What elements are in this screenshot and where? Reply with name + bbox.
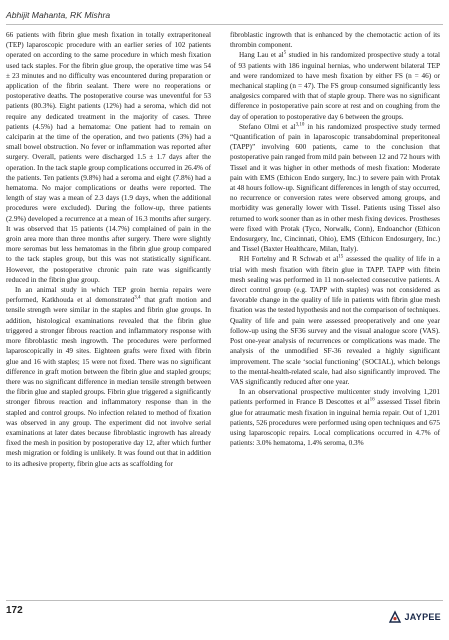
- header-rule: [6, 24, 443, 25]
- running-header-authors: Abhijit Mahanta, RK Mishra: [6, 10, 111, 20]
- paragraph: RH Fortelny and R Schwab et $al^{15}$ assessed the quality of life in a trial with mesh fixation with fibrin glue in TAPP. TAPP with fibrin mesh sealing was performed in 11 non-selected consecutive patients. A direct control group (e.g. TAPP with staples) was not considered as favorable change in the quality of life in patients with fibrin glue mesh fixation was the tested hypothesis and not the comparison of techniques. Quality of life and pain were assessed preoperatively and one year follow-up using the SF36 survey and the visual analogue score (VAS). Post one-year analysis of recurrences or complications was made. The analysis of the unmodified SF-36 revealed a highly significant improvement. The scale ‘social functioning’ (SOCIAL), which belongs to the mental-health-related scale, had also significantly improved. The VAS significantly reduced after one year.: [230, 255, 441, 386]
- paragraph: In an observational prospective multicenter study involving 1,201 patients performed in France B Descottes et $al^{16}$ assessed Tissel fibrin glue for atraumatic mesh fixation in inguinal hernia repair. Out of 1,201 patients, 526 procedures were performed using open techniques and 675 using laparoscopic repairs. Local complications occurred in 4.7% of patients: 3.0% hematoma, 1.4% seroma, 0.3%: [230, 388, 440, 448]
- reference-superscript: 16: [369, 397, 375, 403]
- right-column: [230, 30, 440, 448]
- page-number: 172: [6, 605, 23, 616]
- reference-superscript: 3,4: [134, 295, 141, 301]
- reference-superscript: 5: [283, 51, 287, 56]
- left-column: [6, 30, 211, 469]
- paragraph: fibroblastic ingrowth that is enhanced by the chemotactic action of its thrombin component.: [230, 31, 440, 50]
- paragraph-text: In an animal study in which TEP groin hernia repairs were performed, Katkhouda et al demonstrated$^{3,4}$ that graft motion and tensile strength were similar in the staples and fibrin glue groups. In addition, histological examinations revealed that the fibrin glue triggered a stronger fibrous reaction and inflammatory response with more fibroblastic mesh ingrowth. The procedures were performed laparoscopically in 49 sites. Eighteen grafts were fixed with fibrin glue and 16 with staples; 15 were not fixed. There was no significant difference in graft motion between the fibrin glue and stapled groups; there was no significant difference in median tensile strength between the fibrin glue and stapled groups. Fibrin glue triggered a significantly stronger fibrous reaction and inflammatory response than in the stapled and control groups. No infection related to method of fixation was observed in any group. The experiment did not involve serial examinations at later dates because fibroblastic ingrowth has already fixed the mesh in position by postoperative day 12, after which further mesh migration or folding is unlikely. It was found out that in addition to its adhesive property, fibrin glue acts as scaffolding for: [6, 286, 211, 468]
- publisher-name: JAYPEE: [404, 612, 441, 622]
- paragraph: 66 patients with fibrin glue mesh fixation in totally extraperitoneal (TEP) laparoscopic procedure with an earlier series of 102 patients operated on according to the same procedure in which mesh fixation used tack staples. For the fibrin glue group, the operative time was 54 ± 23 minutes and no difficulty was encountered during preparation or application of the fibrin sealant. There were no reoperations or postoperative deaths. The postoperative course was uneventful for 53 patients (80.3%). Eight patients (12%) had a seroma, which did not require any dedicated treatment in the majority of cases. Three patients (4.5%) had a hematoma: One patient had to remain on calciparin at the time of the operation, and two patients (3%) had a small bowel obstruction. No fever or inflammation was reported after surgery. Overall, patients were discharged 1.5 ± 1.7 days after the operation. In the tack staple group complications occurred in 26.4% of the patients. Ten patients (9.8%) had a seroma and eight (7.8%) had a hematoma. No major complications or deaths were reported. The length of stay was a mean of 2.3 days (1.9 days, when the additional procedures were excluded). During the follow-up, three patients (2.9%) developed a recurrence at a mean of 16.3 months after surgery. It was observed that 15 patients (14.7%) complained of pain in the groin area more than three months after surgery. There were slightly more seromas but less hematomas in the fibrin glue group compared to the tack staples group, but this was not statistically significant. However, the postoperative chronic pain rate was significantly reduced in the fibrin glue group.: [6, 31, 211, 284]
- footer-rule: [6, 600, 443, 601]
- reference-superscript: 3,10: [295, 122, 305, 128]
- reference-superscript: 15: [338, 255, 344, 261]
- publisher-logo: [388, 610, 442, 624]
- paragraph: [6, 285, 211, 469]
- paragraph: Stefano Olmi et al$^{3,10}$ in his randomized prospective study termed “Quantification of pain in laparoscopic transabdominal preperitoneal (TAPP)” involving 600 patients, came to the conclusion that postoperative pain ranged from mild pain between 12 and 72 hours with Tissel and it was higher in other methods of mesh fixation: Moderate pain with EMS (Ethicon Endo surgery, Inc.) to severe pain with Protak at 48 hours follow-up. Significant differences in length of stay occurred, no recurrence or conversion rates were observed among groups, and morbidity was generally lower with Tissel. Patients using Tissel also returned to work sooner than as in other mesh fixing devices. Prostheses were fixed with Protak (Tyco, Norwalk, Conn), Endoanchor (Ethicon Endosurgery, Inc, Cincinnati, Ohio), EMS (Ethicon Endosurgery, Inc.) and Tissel (Baxter Healthcare, Milan, Italy).: [230, 122, 440, 254]
- paragraph: Hang Lau et $al^5$ studied in his randomized prospective study a total of 93 patients with 186 inguinal hernias, who underwent bilateral TEP and were randomized to have mesh fixation by either FS (n = 46) or mechanical stapling (n = 47). The FS group consumed significantly less analgesics compared with that of staple group. There was no significant difference in postoperative pain score at rest and on coughing from the day of operation to postoperative day 6 between the groups.: [230, 51, 440, 121]
- publisher-logo-icon: [388, 610, 402, 624]
